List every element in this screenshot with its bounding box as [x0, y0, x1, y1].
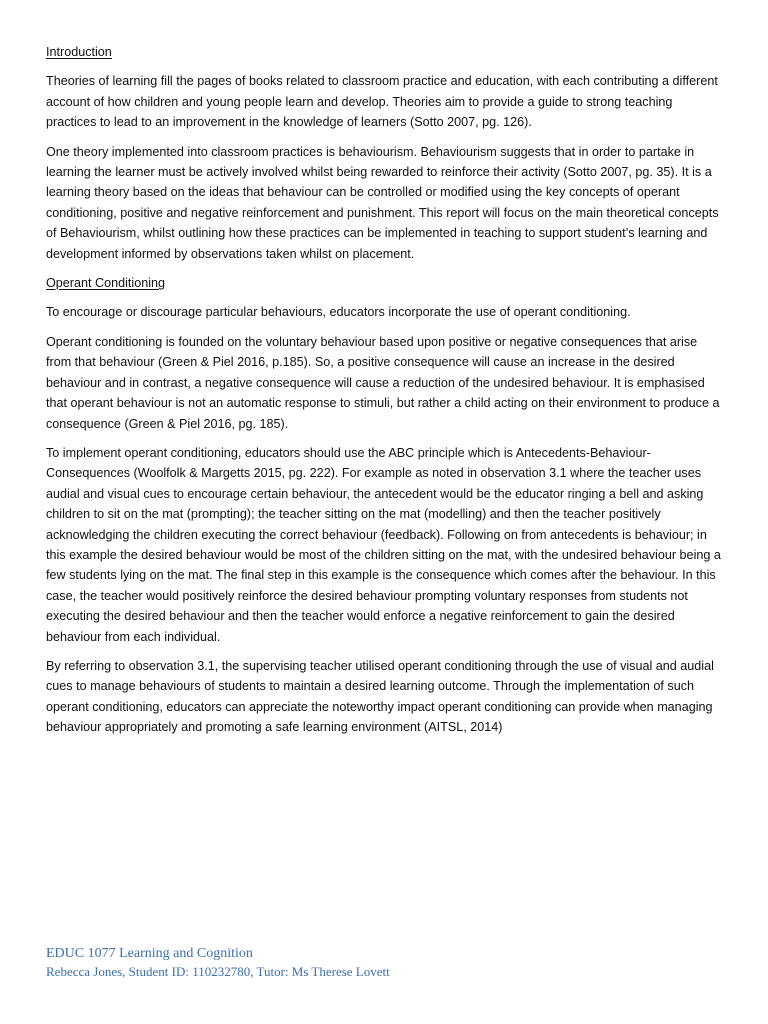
paragraph: Theories of learning fill the pages of books related to classroom practice and education, with each contributing a different account of how children and young people learn and develop. Theories aim to provide a guide to strong teaching practices to lead to an improvement in the knowledge of learners (Sotto 2007, pg. 126). [46, 74, 718, 130]
section-heading-operant-conditioning: Operant Conditioning [46, 276, 166, 291]
document-body [46, 42, 722, 747]
paragraph: To implement operant conditioning, educators should use the ABC principle which is Antecedents-Behaviour-Consequences (Woolfolk & Margetts 2015, pg. 222). For example as noted in observation 3.1 where the teacher uses audial and visual cues to encourage certain behaviour, the antecedent would be the educator ringing a bell and asking children to sit on the mat (prompting); the teacher sitting on the mat (modelling) and then the teacher positively acknowledging the children executing the correct behaviour (feedback). Following on from antecedents is behaviour; in this example the desired behaviour would be most of the children sitting on the mat, with the undesired behaviour being a few students lying on the mat. The final step in this example is the consequence which comes after the behaviour. In this case, the teacher would positively reinforce the desired behaviour prompting voluntary responses from students not executing the desired behaviour and then the teacher would enforce a negative reinforcement to gain the desired behaviour from each individual. [46, 445, 721, 644]
paragraph: To encourage or discourage particular behaviours, educators incorporate the use of operant conditioning. [46, 305, 631, 320]
paragraph: By referring to observation 3.1, the supervising teacher utilised operant conditioning through the use of visual and audial cues to manage behaviours of students to maintain a desired learning outcome. Through the implementation of such operant conditioning, educators can appreciate the noteworthy impact operant conditioning can provide when managing behaviour appropriately and promoting a safe learning environment (AITSL, 2014) [46, 658, 714, 735]
section-heading-introduction: Introduction [46, 45, 112, 59]
paragraph: Operant conditioning is founded on the voluntary behaviour based upon positive or negative consequences that arise from that behaviour (Green & Piel 2016, p.185). So, a positive consequence will cause an increase in the desired behaviour and in contrast, a negative consequence will cause a reduction of the undesired behaviour. It is emphasised that operant behaviour is not an automatic response to stimuli, but rather a child acting on their environment to produce a consequence (Green & Piel 2016, pg. 185). [46, 334, 720, 431]
paragraph: One theory implemented into classroom practices is behaviourism. Behaviourism suggests that in order to partake in learning the learner must be actively involved whilst being rewarded to reinforce their activity (Sotto 2007, pg. 35). It is a learning theory based on the ideas that behaviour can be controlled or modified using the key concepts of operant conditioning, positive and negative reinforcement and punishment. This report will focus on the main theoretical concepts of Behaviourism, whilst outlining how these practices can be implemented in teaching to support student’s learning and development informed by observations taken whilst on placement. [46, 144, 719, 261]
page-footer [46, 944, 726, 981]
footer-course-title: EDUC 1077 Learning and Cognition [46, 946, 253, 961]
footer-author-line: Rebecca Jones, Student ID: 110232780, Tutor: Ms Therese Lovett [46, 964, 390, 979]
